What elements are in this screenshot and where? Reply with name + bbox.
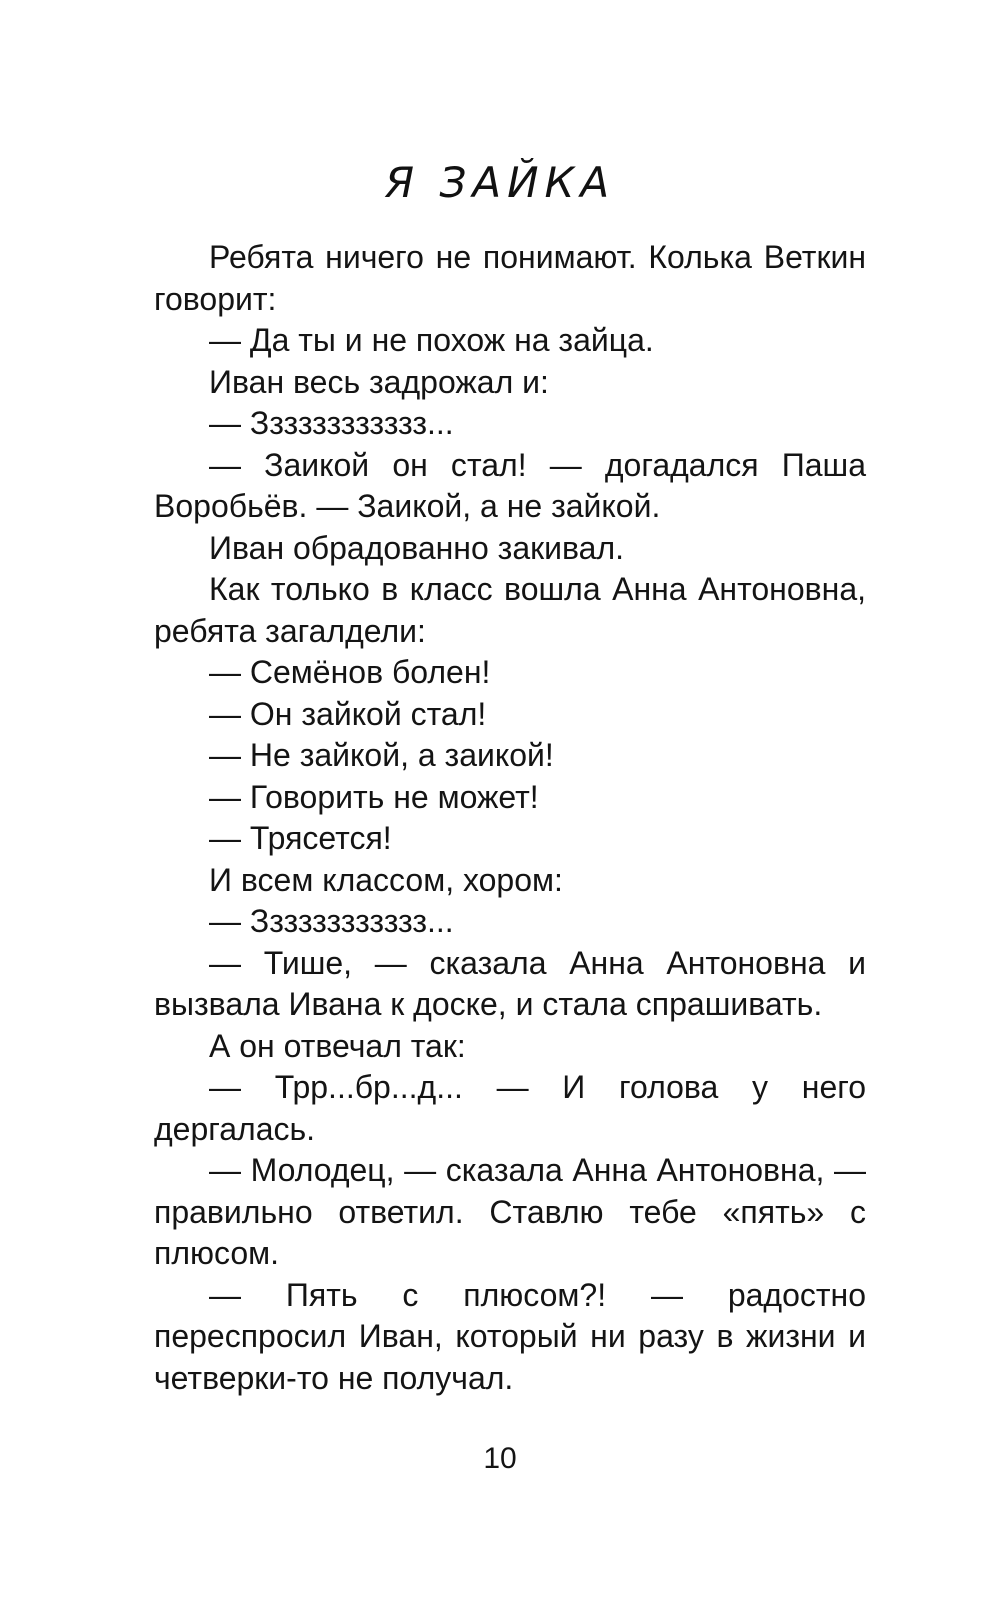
page-number: 10: [483, 1442, 517, 1475]
body-text: [154, 237, 866, 1399]
paragraph: — Тише, — сказала Анна Антоновна и вызвала Ивана к доске, и стала спрашивать.: [154, 944, 866, 1022]
paragraph: — Не зайкой, а заикой!: [209, 737, 554, 773]
paragraph: — Пять с плюсом?! — радостно переспросил Иван, который ни разу в жизни и четверки-то не получал.: [154, 1276, 866, 1396]
paragraph: — Говорить не может!: [209, 778, 539, 815]
paragraph: — Зззззззззззз...: [209, 903, 454, 939]
paragraph: — Семёнов болен!: [209, 654, 491, 690]
paragraph: Иван обрадованно закивал.: [209, 529, 624, 566]
paragraph: Как только в класс вошла Анна Антоновна, ребята загалдели:: [154, 571, 866, 649]
paragraph: — Заикой он стал! — догадался Паша Воробьёв. — Заикой, а не зайкой.: [154, 446, 866, 524]
paragraph: — Он зайкой стал!: [209, 695, 487, 732]
paragraph: — Молодец, — сказала Анна Антоновна, — правильно ответил. Ставлю тебе «пять» с плюсом.: [154, 1152, 866, 1271]
paragraph: — Трясется!: [209, 820, 392, 856]
chapter-title: Я ЗАЙКА: [384, 158, 616, 207]
paragraph: Ребята ничего не понимают. Колька Веткин говорит:: [154, 239, 866, 317]
paragraph: Иван весь задрожал и:: [209, 363, 549, 400]
paragraph: А он отвечал так:: [209, 1027, 466, 1064]
paragraph: — Зззззззззззз...: [209, 405, 454, 441]
paragraph: И всем классом, хором:: [209, 861, 563, 898]
paragraph: — Да ты и не похож на зайца.: [209, 322, 654, 358]
paragraph: — Трр...бр...д... — И голова у него дергалась.: [154, 1069, 866, 1147]
